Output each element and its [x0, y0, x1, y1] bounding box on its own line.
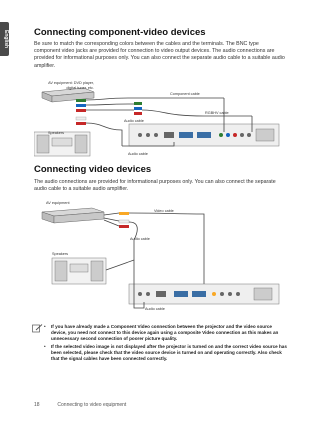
label-av-equipment-2: AV equipment: [46, 201, 70, 205]
note-item: [44, 344, 288, 362]
notes-list: [44, 324, 288, 365]
speakers-device-2: [52, 258, 106, 284]
label-rgbhv-cable: RGBHV cable: [205, 111, 229, 115]
note-text: If you have already made a Component Video connection between the projector and the video source device, you need not connect to this device again using a composite Video connection as this makes an unnecessary second connection of poorer picture quality.: [51, 324, 279, 342]
section-title-video: Connecting video devices: [34, 164, 152, 175]
video-cable-plugs: [104, 212, 204, 284]
page-number: 18: [34, 402, 40, 408]
label-audio-cable-2a: Audio cable: [130, 237, 150, 241]
component-connection-diagram: [34, 80, 289, 158]
label-component-cable: Component cable: [170, 92, 200, 96]
note-bullet: •: [44, 324, 46, 329]
av-equipment-device-2: [42, 208, 104, 223]
note-item: [44, 324, 288, 342]
label-audio-cable-1: Audio cable: [124, 119, 144, 123]
label-audio-cable-2b: Audio cable: [145, 307, 165, 311]
rgbhv-plugs: [134, 102, 252, 116]
label-av-equipment: AV equipment: DVD player, digital tuner, etc.: [48, 81, 94, 90]
component-cable-plugs: [76, 98, 224, 125]
note-text: If the selected video image is not displayed after the projector is turned on and the correct video source has been selected, please check that the video source device is turned on and operating correctly. Also check that the signal cables have been connected correctly.: [51, 344, 287, 362]
projector-back-panel-2: [129, 284, 279, 304]
label-speakers: Speakers: [48, 131, 65, 135]
footer-section-name: Connecting to video equipment: [57, 402, 127, 408]
label-video-cable: Video cable: [154, 209, 174, 213]
label-speakers-2: Speakers: [52, 252, 69, 256]
section-title-component: Connecting component-video devices: [34, 27, 206, 38]
section-body-video: The audio connections are provided for informational purposes only. You can also connect the separate audio cable to a suitable audio amplifier.: [34, 179, 276, 193]
language-tab: [0, 22, 9, 56]
video-connection-diagram: [34, 200, 289, 312]
projector-back-panel: [129, 124, 279, 146]
section-body-component: Be sure to match the corresponding colors between the cables and the terminals. The BNC type component video jacks are provided for connection to video output devices. The audio connections are provided for informational purposes only. You can also connect the separate audio cable to a suitable audio amplifier.: [34, 41, 285, 69]
speakers-device: [34, 132, 90, 156]
note-bullet: •: [44, 344, 46, 350]
note-pencil-icon: [32, 324, 43, 333]
label-audio-cable-2: Audio cable: [128, 152, 148, 156]
page-footer: [34, 402, 126, 408]
language-tab-label: English: [3, 29, 9, 49]
